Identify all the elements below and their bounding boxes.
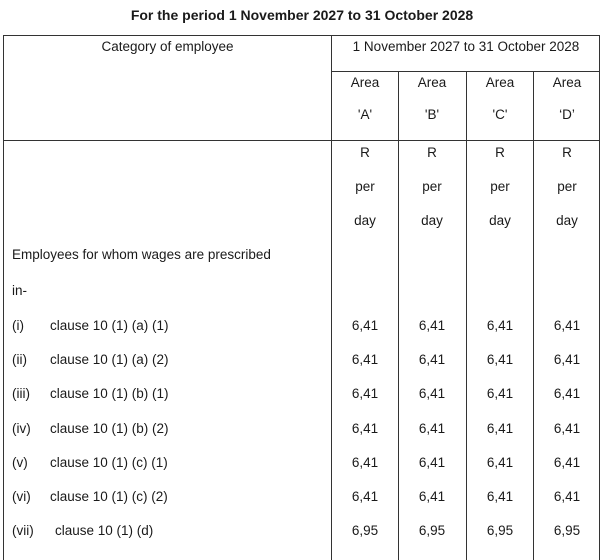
- row-clause: clause 10 (1) (b) (2): [50, 421, 169, 436]
- unit-per: per: [557, 179, 577, 194]
- row-number: (ii): [12, 352, 27, 367]
- page-title: For the period 1 November 2027 to 31 October 2028: [130, 7, 474, 23]
- area-c-label: Area: [485, 75, 515, 90]
- unit-r: R: [360, 145, 370, 160]
- wage-cell: 6,41: [553, 421, 581, 436]
- wage-cell: 6,41: [418, 318, 446, 333]
- unit-day: day: [354, 213, 376, 228]
- wage-cell: 6,41: [418, 455, 446, 470]
- row-number: (iv): [12, 421, 31, 436]
- wage-cell: 6,41: [486, 455, 514, 470]
- area-b-letter: 'B': [424, 107, 440, 122]
- wage-cell: 6,41: [553, 386, 581, 401]
- row-clause: clause 10 (1) (a) (1): [50, 318, 169, 333]
- row-number: (vi): [12, 489, 31, 504]
- area-d-label: Area: [552, 75, 582, 90]
- wage-cell: 6,41: [418, 386, 446, 401]
- wage-cell: 6,95: [553, 523, 581, 538]
- wage-cell: 6,41: [486, 386, 514, 401]
- area-c-letter: 'C': [492, 107, 508, 122]
- wage-cell: 6,41: [351, 386, 379, 401]
- section-heading: Employees for whom wages are prescribed: [12, 247, 271, 262]
- row-number: (v): [12, 455, 28, 470]
- area-d-letter: ‘D’: [559, 107, 575, 122]
- area-a-letter: 'A': [357, 107, 373, 122]
- unit-per: per: [355, 179, 375, 194]
- row-number: (i): [12, 318, 24, 333]
- row-divider: [3, 140, 600, 141]
- wage-cell: 6,95: [418, 523, 446, 538]
- wage-cell: 6,41: [351, 352, 379, 367]
- unit-per: per: [490, 179, 510, 194]
- unit-per: per: [422, 179, 442, 194]
- wage-cell: 6,41: [418, 421, 446, 436]
- unit-r: R: [562, 145, 572, 160]
- unit-r: R: [495, 145, 505, 160]
- row-clause: clause 10 (1) (b) (1): [50, 386, 169, 401]
- unit-day: day: [556, 213, 578, 228]
- wage-cell: 6,41: [418, 489, 446, 504]
- wage-cell: 6,41: [486, 318, 514, 333]
- category-header: Category of employee: [101, 39, 234, 54]
- section-heading-suffix: in-: [12, 283, 28, 298]
- wage-cell: 6,41: [486, 489, 514, 504]
- wage-cell: 6,41: [418, 352, 446, 367]
- wage-cell: 6,41: [553, 352, 581, 367]
- wage-cell: 6,41: [486, 352, 514, 367]
- wage-cell: 6,41: [553, 489, 581, 504]
- wage-cell: 6,41: [486, 421, 514, 436]
- row-clause: clause 10 (1) (a) (2): [50, 352, 169, 367]
- row-number: (iii): [12, 386, 30, 401]
- unit-day: day: [421, 213, 443, 228]
- unit-day: day: [489, 213, 511, 228]
- wage-cell: 6,41: [351, 489, 379, 504]
- wage-cell: 6,41: [351, 455, 379, 470]
- wage-cell: 6,41: [351, 318, 379, 333]
- area-b-label: Area: [417, 75, 447, 90]
- area-a-label: Area: [350, 75, 380, 90]
- wage-cell: 6,41: [553, 318, 581, 333]
- unit-r: R: [427, 145, 437, 160]
- row-clause: clause 10 (1) (d): [55, 523, 154, 538]
- row-clause: clause 10 (1) (c) (2): [50, 489, 168, 504]
- row-number: (vii): [12, 523, 34, 538]
- wage-cell: 6,41: [553, 455, 581, 470]
- wage-cell: 6,95: [486, 523, 514, 538]
- wage-cell: 6,41: [351, 421, 379, 436]
- period-header: 1 November 2027 to 31 October 2028: [352, 39, 580, 54]
- wage-cell: 6,95: [351, 523, 379, 538]
- row-clause: clause 10 (1) (c) (1): [50, 455, 168, 470]
- row-divider: [331, 71, 600, 72]
